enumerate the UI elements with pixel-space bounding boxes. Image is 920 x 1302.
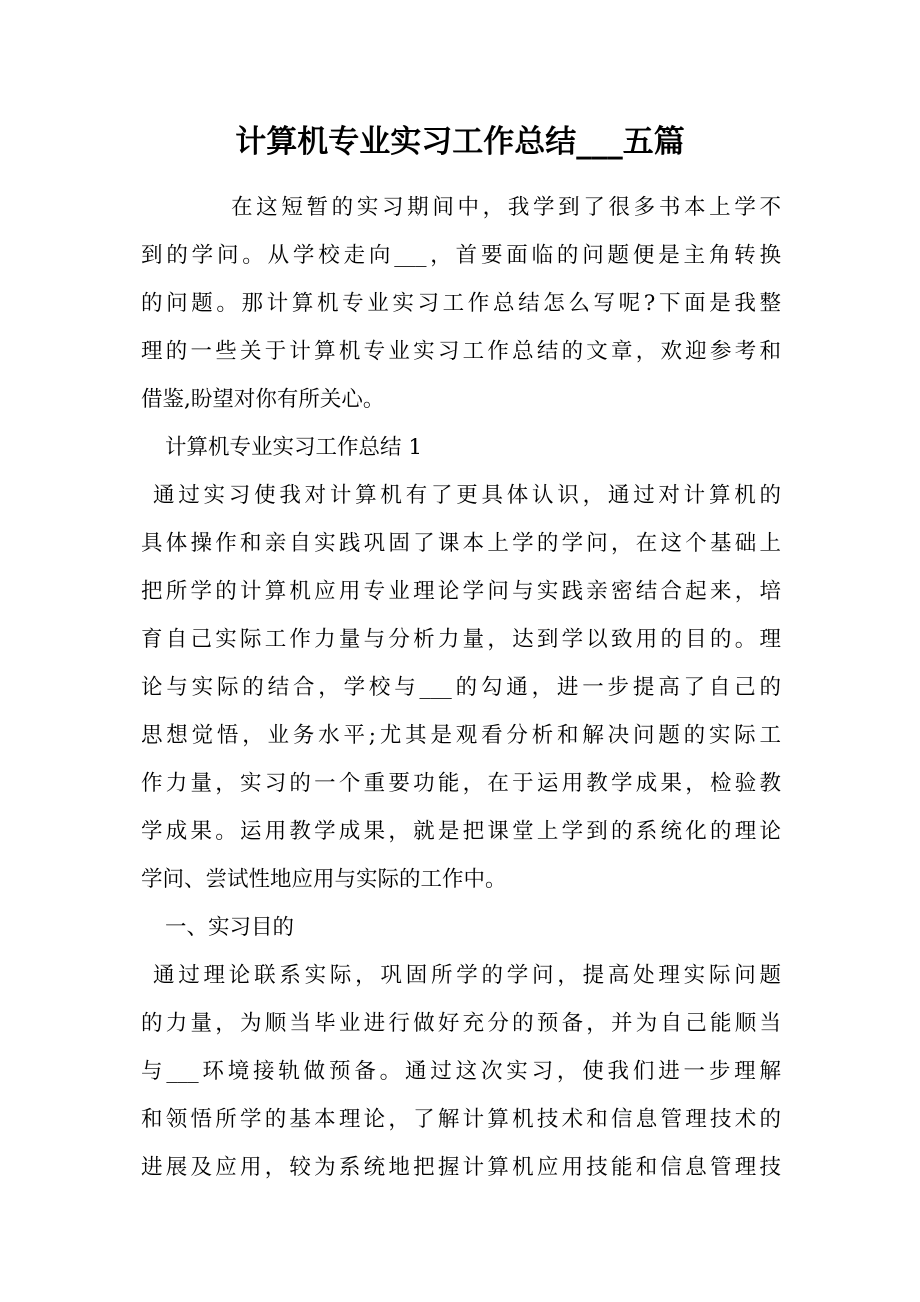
text-line: 学成果。运用教学成果，就是把课堂上学到的系统化的理论 [141, 819, 781, 844]
document-body [141, 184, 781, 1192]
text-line: 通过实习使我对计算机有了更具体认识，通过对计算机的 [153, 483, 781, 508]
text-line: 思想觉悟，业务水平;尤其是观看分析和解决问题的实际工 [141, 723, 781, 748]
text-line: 把所学的计算机应用专业理论学问与实践亲密结合起来，培 [141, 579, 781, 604]
text-line: 通过理论联系实际，巩固所学的学问，提高处理实际问题 [153, 963, 781, 988]
text-line: 的问题。那计算机专业实习工作总结怎么写呢?下面是我整 [141, 291, 781, 316]
text-line: 在这短暂的实习期间中，我学到了很多书本上学不 [231, 195, 781, 220]
text-line: 到的学问。从学校走向___，首要面临的问题便是主角转换 [141, 243, 781, 268]
section-heading: 一、实习目的 [165, 915, 295, 940]
text-line: 借鉴,盼望对你有所关心。 [141, 387, 385, 412]
text-line: 论与实际的结合，学校与___的勾通，进一步提高了自己的 [141, 675, 781, 700]
text-line: 育自己实际工作力量与分析力量，达到学以致用的目的。理 [141, 627, 781, 652]
text-line: 理的一些关于计算机专业实习工作总结的文章，欢迎参考和 [141, 339, 781, 364]
section-heading: 计算机专业实习工作总结 1 [165, 435, 423, 460]
text-line: 具体操作和亲自实践巩固了课本上学的学问，在这个基础上 [141, 531, 781, 556]
text-line: 学问、尝试性地应用与实际的工作中。 [141, 867, 507, 892]
text-line: 的力量，为顺当毕业进行做好充分的预备，并为自己能顺当 [141, 1011, 781, 1036]
text-line: 作力量，实习的一个重要功能，在于运用教学成果，检验教 [141, 771, 781, 796]
text-line: 与___环境接轨做预备。通过这次实习，使我们进一步理解 [141, 1059, 781, 1084]
document-title: 计算机专业实习工作总结___五篇 [235, 124, 685, 160]
text-line: 和领悟所学的基本理论，了解计算机技术和信息管理技术的 [141, 1107, 781, 1132]
text-line: 进展及应用，较为系统地把握计算机应用技能和信息管理技 [141, 1155, 781, 1180]
